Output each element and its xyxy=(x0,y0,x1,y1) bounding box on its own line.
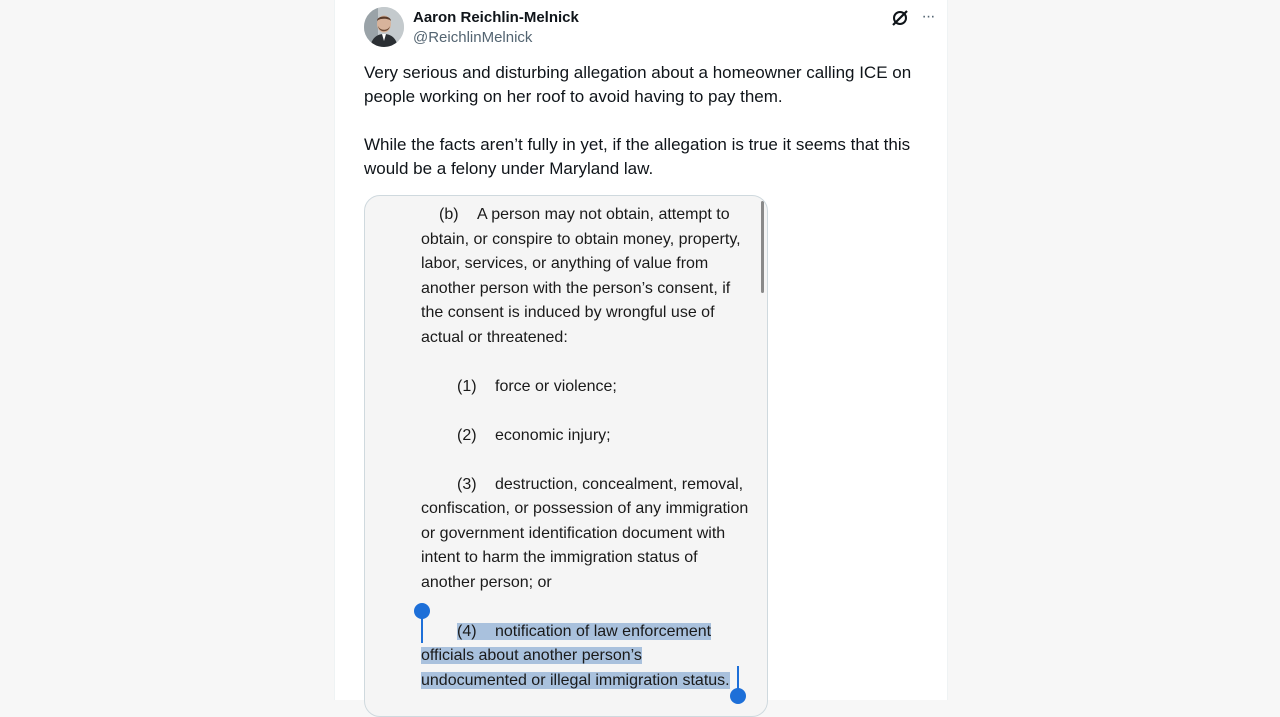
item-number: (2) xyxy=(457,426,477,444)
item-number: (3) xyxy=(457,475,477,493)
author-handle[interactable]: @ReichlinMelnick xyxy=(413,29,533,46)
tweet-text xyxy=(364,61,936,181)
item-text: economic injury; xyxy=(495,426,611,444)
author-name[interactable]: Aaron Reichlin-Melnick xyxy=(413,9,579,26)
subsection-label: (b) xyxy=(439,206,459,223)
tweet-paragraph: While the facts aren’t fully in yet, if the allegation is true it seems that this would be a felony under Maryland law. xyxy=(364,135,911,178)
document-scrollbar xyxy=(761,201,764,293)
subsection-text: A person may not obtain, attempt to obtain, or conspire to obtain money, property, labor, services, or anything of value from another person with the person’s consent, if the consent is induced by wrongful use of actual or threatened: xyxy=(421,206,741,346)
tweet-paragraph: Very serious and disturbing allegation about a homeowner calling ICE on people working on her roof to avoid having to pay them. xyxy=(364,63,912,106)
selection-end-handle xyxy=(730,688,746,704)
statute-item xyxy=(421,473,751,596)
item-text: destruction, concealment, removal, confiscation, or possession of any immigration or government identification document with intent to harm the immigration status of another person; or xyxy=(421,475,749,591)
avatar[interactable] xyxy=(364,7,404,47)
timeline-column xyxy=(334,0,948,700)
item-number: (4) xyxy=(457,622,477,640)
attached-image[interactable] xyxy=(364,195,768,717)
item-number: (1) xyxy=(457,377,477,395)
statute-item xyxy=(421,375,751,400)
item-text: force or violence; xyxy=(495,377,617,395)
more-icon[interactable]: ··· xyxy=(921,8,935,25)
statute-document xyxy=(421,196,751,693)
selection-start-caret xyxy=(421,617,423,643)
avatar-image xyxy=(364,7,404,47)
item-text: notification of law enforcement officials about another person’s undocumented or illegal immigration status. xyxy=(421,622,730,689)
grok-icon[interactable] xyxy=(890,8,910,28)
statute-item-highlighted xyxy=(421,620,751,694)
statute-subsection-b xyxy=(421,196,751,350)
selected-text xyxy=(421,623,730,689)
statute-item xyxy=(421,424,751,449)
